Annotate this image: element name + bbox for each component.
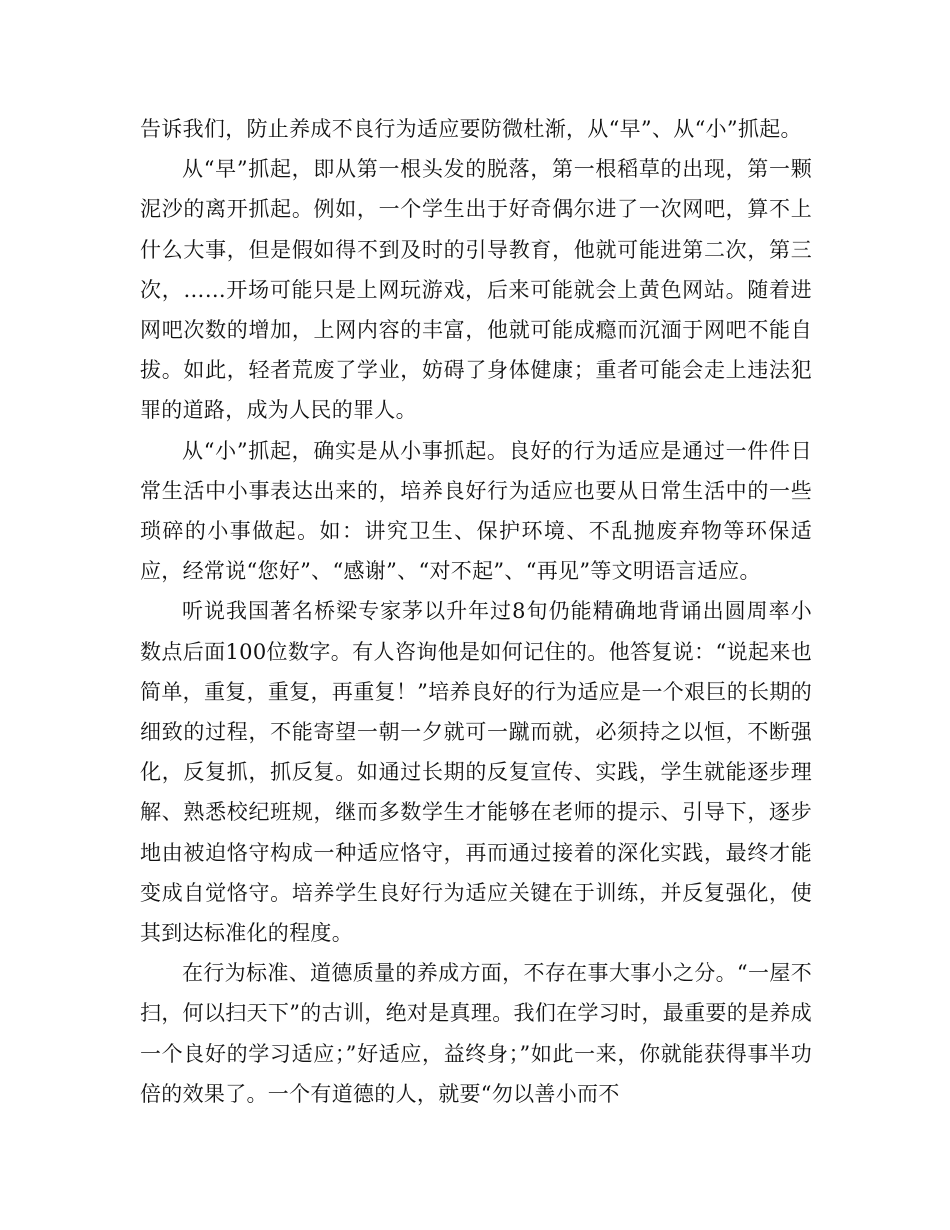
paragraph-repetition: 听说我国著名桥梁专家茅以升年过8旬仍能精确地背诵出圆周率小数点后面100位数字。有人咨询他是如何记住的。他答复说：“说起来也简单，重复，重复，再重复！”培养良好的行为适应是一个艰巨的长期的细致的过程，不能寄望一朝一夕就可一蹴而就，必须持之以恒，不断强化，反复抓，抓反复。如通过长期的反复宣传、实践，学生就能逐步理解、熟悉校纪班规，继而多数学生才能够在老师的提示、引导下，逐步地由被迫恪守构成一种适应恪守，再而通过接着的深化实践，最终才能变成自觉恪守。培养学生良好行为适应关键在于训练，并反复强化，使其到达标准化的程度。: [140, 599, 812, 946]
paragraph-continuation: 告诉我们，防止养成不良行为适应要防微杜渐，从“早”、从“小”抓起。: [140, 117, 802, 141]
paragraph-small-things: 从“小”抓起，确实是从小事抓起。良好的行为适应是通过一件件日常生活中小事表达出来的，培养良好行为适应也要从日常生活中的一些琐碎的小事做起。如：讲究卫生、保护环境、不乱抛废弃物等环保适应，经常说“您好”、“感谢”、“对不起”、“再见”等文明语言适应。: [140, 438, 812, 584]
paragraph-early: 从“早”抓起，即从第一根头发的脱落，第一根稻草的出现，第一颗泥沙的离开抓起。例如，一个学生出于好奇偶尔进了一次网吧，算不上什么大事，但是假如得不到及时的引导教育，他就可能进第二次，第三次，……开场可能只是上网玩游戏，后来可能就会上黄色网站。随着进网吧次数的增加，上网内容的丰富，他就可能成瘾而沉湎于网吧不能自拔。如此，轻者荒废了学业，妨碍了身体健康；重者可能会走上违法犯罪的道路，成为人民的罪人。: [140, 157, 812, 423]
document-body: [140, 109, 812, 1114]
paragraph-moral-quality: 在行为标准、道德质量的养成方面，不存在事大事小之分。“一屋不扫，何以扫天下”的古训，绝对是真理。我们在学习时，最重要的是养成一个良好的学习适应；”好适应，益终身；”如此一来，你就能获得事半功倍的效果了。一个有道德的人，就要“勿以善小而不: [140, 961, 812, 1106]
